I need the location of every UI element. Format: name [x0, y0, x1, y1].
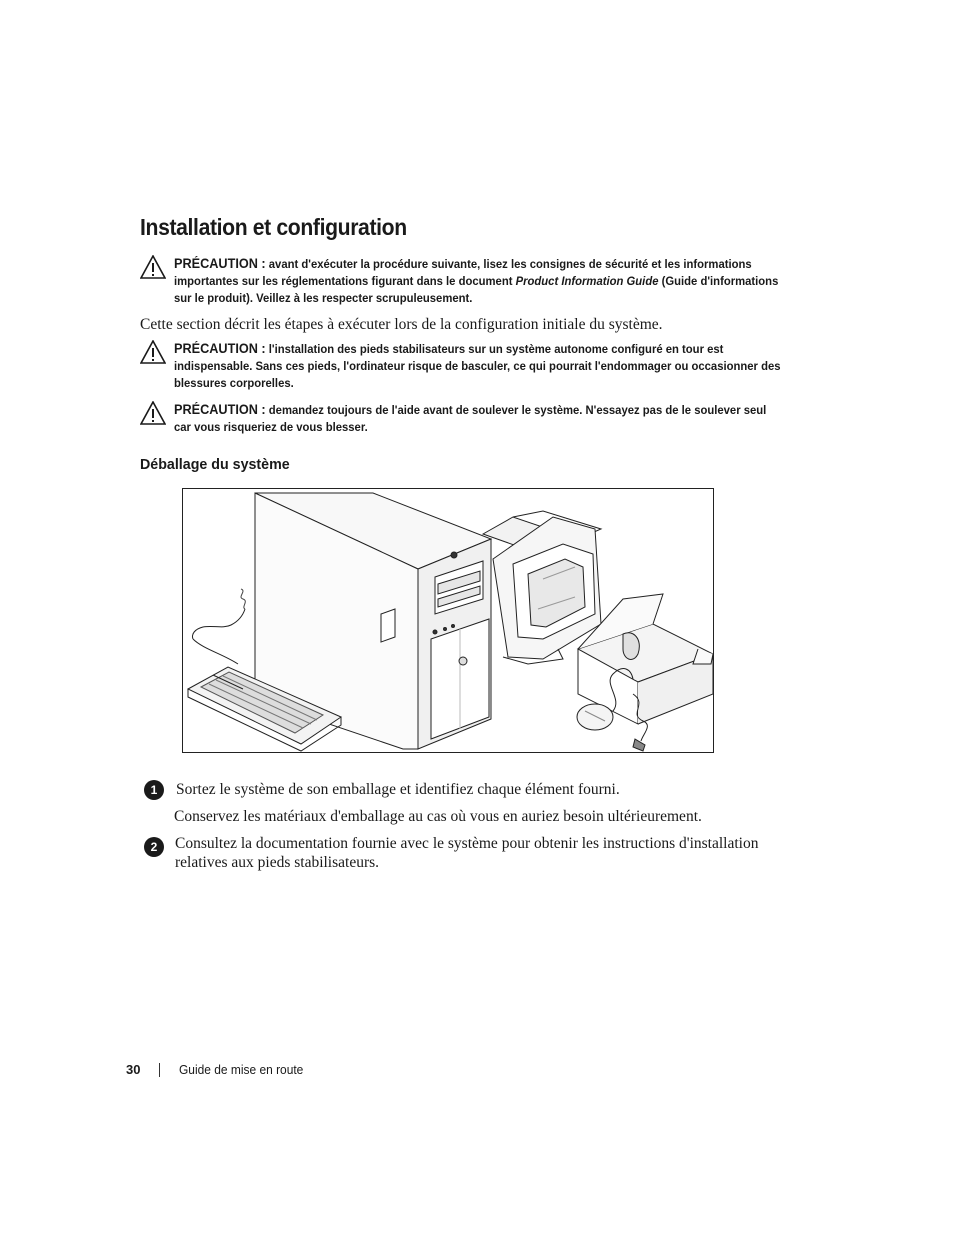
caution-body: l'installation des pieds stabilisateurs sur un système autonome configuré en tour est indispensable. Sans ces pieds, l'ordinateur risque de basculer, ce qui pourrait l'endommager ou occasionner des blessures corporelles. — [174, 342, 781, 390]
warning-icon — [140, 401, 166, 425]
caution-text — [174, 401, 781, 436]
warning-icon — [140, 340, 166, 364]
caution-block — [140, 401, 820, 436]
caution-body-end: (Guide d'informations sur le produit). Veillez à les respecter scrupuleusement. — [174, 274, 779, 305]
step-note: Conservez les matériaux d'emballage au cas où vous en auriez besoin ultérieurement. — [174, 808, 702, 825]
caution-body: avant d'exécuter la procédure suivante, lisez les consignes de sécurité et les informations importantes sur les réglementations figurant dans le document — [174, 257, 752, 288]
caution-block — [140, 340, 820, 392]
intro-paragraph: Cette section décrit les étapes à exécuter lors de la configuration initiale du système. — [140, 316, 663, 333]
caution-label: PRÉCAUTION : — [174, 256, 266, 271]
caution-text — [174, 255, 781, 307]
step-number-badge: 2 — [144, 837, 164, 857]
unpacking-illustration — [182, 488, 714, 753]
document-reference: Product Information Guide — [515, 274, 659, 288]
page-title: Installation et configuration — [140, 214, 407, 240]
system-components-drawing — [183, 489, 713, 752]
caution-body: demandez toujours de l'aide avant de soulever le système. N'essayez pas de le soulever seul car vous risqueriez de vous blesser. — [174, 403, 767, 434]
step-text: Consultez la documentation fournie avec le système pour obtenir les instructions d'installation relatives aux pieds stabilisateurs. — [175, 835, 759, 871]
footer-divider — [159, 1063, 160, 1077]
caution-text — [174, 340, 781, 392]
section-heading: Déballage du système — [140, 456, 290, 473]
warning-icon — [140, 255, 166, 279]
caution-block — [140, 255, 820, 307]
caution-label: PRÉCAUTION : — [174, 341, 266, 356]
footer-doc-title: Guide de mise en route — [179, 1062, 304, 1077]
page-number: 30 — [126, 1062, 141, 1077]
monitor-icon — [483, 511, 601, 664]
step-number-badge: 1 — [144, 780, 164, 800]
caution-label: PRÉCAUTION : — [174, 402, 266, 417]
step-text: Sortez le système de son emballage et identifiez chaque élément fourni. — [176, 781, 620, 798]
